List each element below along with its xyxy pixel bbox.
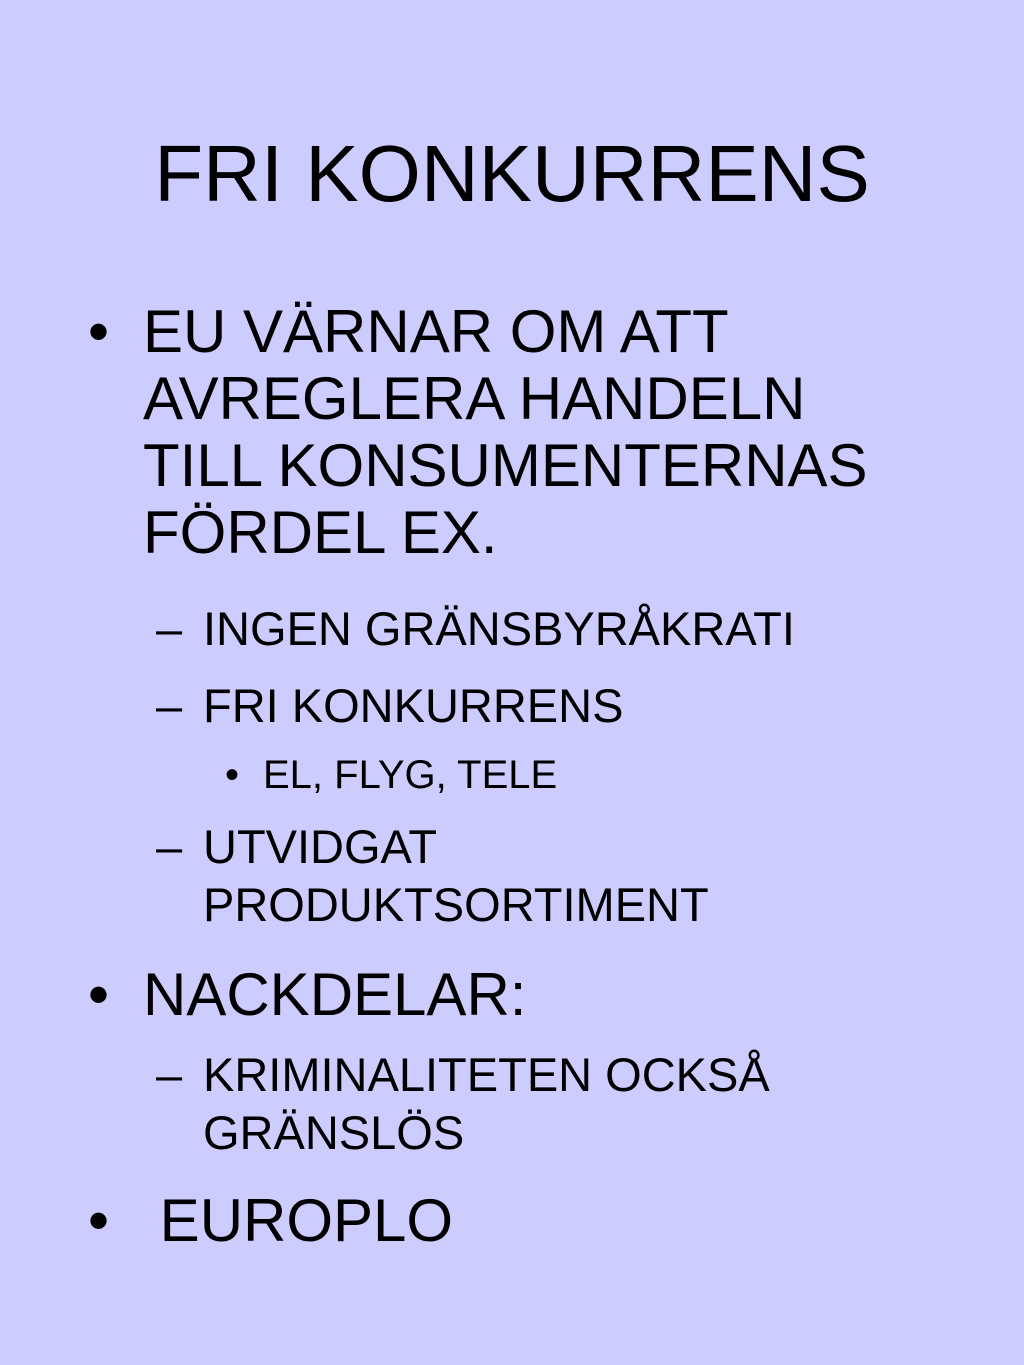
bullet-item-level1 xyxy=(88,1187,1003,1254)
dash-marker: – xyxy=(156,820,183,873)
dash-marker: – xyxy=(156,1048,183,1101)
dash-marker: – xyxy=(156,679,183,732)
bullet-line: NACKDELAR: xyxy=(143,961,527,1028)
bullet-line: EL, FLYG, TELE xyxy=(263,753,558,797)
bullet-line: FRI KONKURRENS xyxy=(203,679,624,732)
bullet-line: UTVIDGAT xyxy=(203,820,438,873)
dash-marker: – xyxy=(156,602,183,655)
bullet-item-level2 xyxy=(156,600,1003,658)
bullet-line: INGEN GRÄNSBYRÅKRATI xyxy=(203,602,795,655)
bullet-marker: • xyxy=(88,961,110,1028)
bullet-line: TILL KONSUMENTERNAS xyxy=(143,432,868,499)
bullet-line: EU VÄRNAR OM ATT xyxy=(143,298,729,365)
bullet-line: GRÄNSLÖS xyxy=(203,1106,465,1159)
bullet-line: EUROPLO xyxy=(143,1187,454,1254)
bullet-line: FÖRDEL EX. xyxy=(143,499,498,566)
bullet-item-level1 xyxy=(88,298,1003,566)
bullet-item-level1 xyxy=(88,961,1003,1028)
bullet-item-level3 xyxy=(225,751,1003,799)
bullet-marker: • xyxy=(88,1187,110,1254)
slide-title: FRI KONKURRENS xyxy=(154,129,870,218)
bullet-item-level2 xyxy=(156,677,1003,735)
bullet-item-level2 xyxy=(156,1046,1003,1162)
bullet-marker: • xyxy=(88,298,110,365)
bullet-marker: • xyxy=(225,753,240,797)
bullet-line: KRIMINALITETEN OCKSÅ xyxy=(203,1048,770,1101)
bullet-line: AVREGLERA HANDELN xyxy=(143,365,806,432)
bullet-item-level2 xyxy=(156,818,1003,934)
bullet-line: PRODUKTSORTIMENT xyxy=(203,878,709,931)
